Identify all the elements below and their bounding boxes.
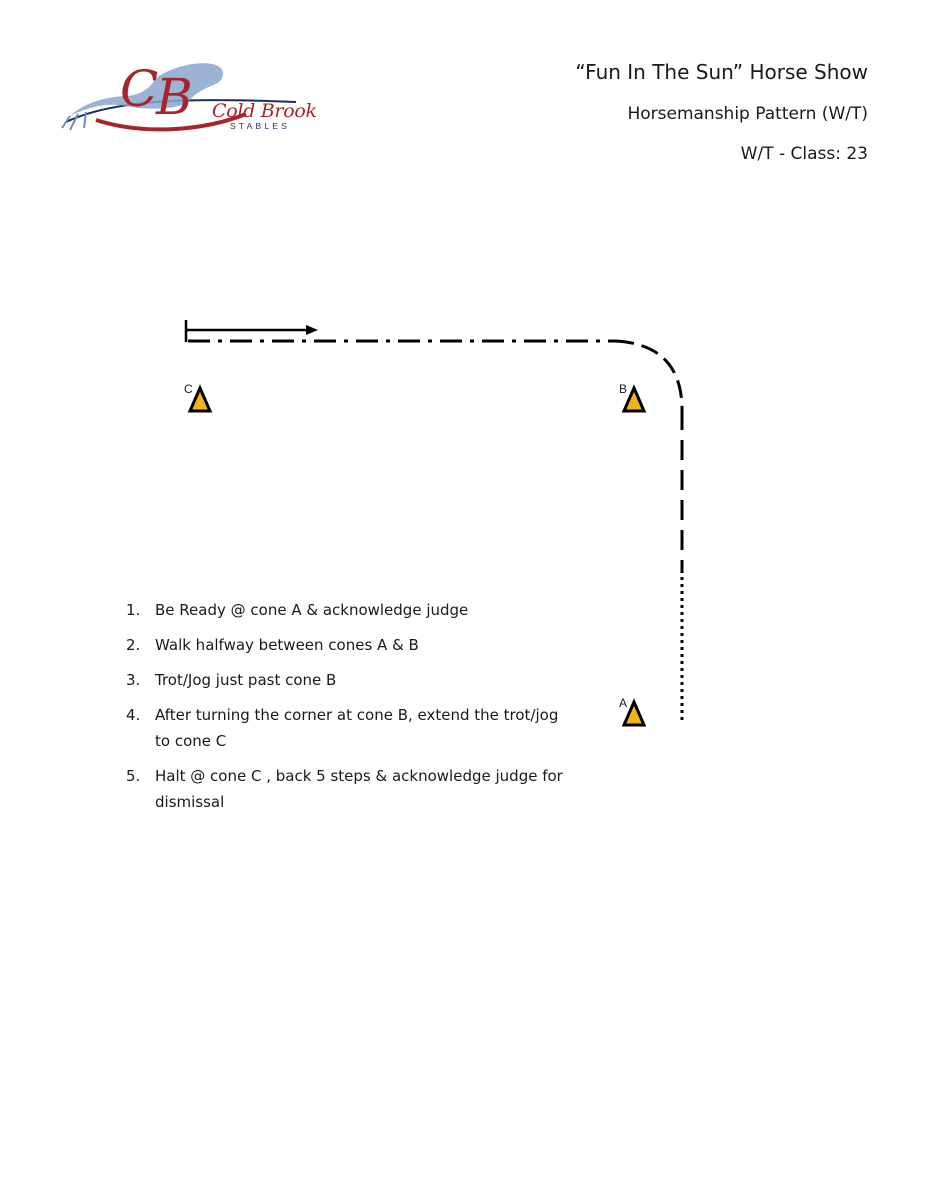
step-item	[126, 667, 566, 693]
step-text: Halt @ cone C , back 5 steps & acknowledge judge for dismissal	[155, 767, 563, 811]
step-number: 1.	[126, 601, 141, 619]
step-number: 3.	[126, 671, 141, 689]
logo-subname: STABLES	[230, 121, 291, 131]
logo-name: Cold Brook	[212, 100, 317, 122]
step-number: 5.	[126, 767, 141, 785]
step-item	[126, 597, 566, 623]
step-text: Be Ready @ cone A & acknowledge judge	[155, 601, 469, 619]
pattern-subtitle: Horsemanship Pattern (W/T)	[627, 104, 868, 124]
svg-text:C: C	[120, 60, 159, 118]
svg-text:B: B	[156, 68, 193, 126]
step-item	[126, 763, 566, 815]
step-text: Walk halfway between cones A & B	[155, 636, 419, 654]
cone-a-label: A	[619, 696, 628, 710]
step-text: Trot/Jog just past cone B	[155, 671, 337, 689]
show-title: “Fun In The Sun” Horse Show	[575, 60, 868, 84]
cone-c-label: C	[184, 382, 193, 396]
arrow-head-icon	[306, 325, 318, 335]
cone-c-icon	[190, 388, 210, 411]
step-text: After turning the corner at cone B, extend the trot/jog to cone C	[155, 706, 559, 750]
class-line: W/T - Class: 23	[740, 144, 868, 164]
step-item	[126, 632, 566, 658]
step-item	[126, 702, 566, 754]
corner-trot-path	[616, 341, 682, 410]
step-number: 4.	[126, 706, 141, 724]
pattern-steps-list	[126, 597, 566, 824]
cone-b-label: B	[619, 382, 628, 396]
step-number: 2.	[126, 636, 141, 654]
